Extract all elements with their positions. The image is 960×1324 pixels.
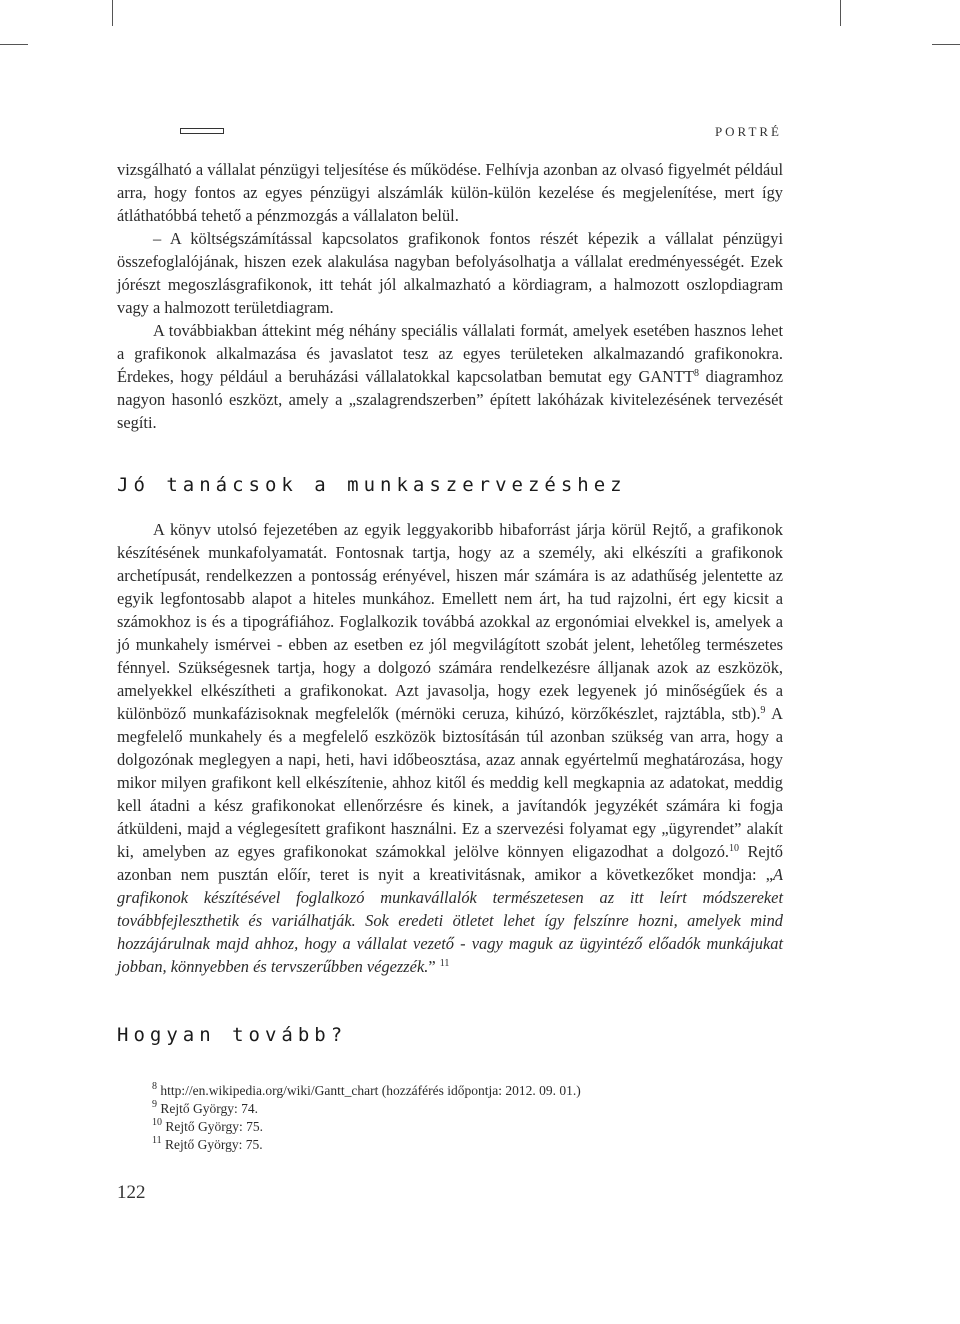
crop-mark-top-right: [840, 0, 841, 26]
paragraph: [117, 518, 783, 978]
paragraph: [117, 319, 783, 434]
paragraph-text: ”: [428, 957, 436, 976]
running-head: PORTRÉ: [714, 124, 782, 139]
body-section-2: [117, 518, 783, 978]
footnote-number: 10: [152, 1117, 162, 1128]
paragraph: vizsgálható a vállalat pénzügyi teljesítése és működése. Felhívja azonban az olvasó figyelmét például arra, hogy fontos az egyes pénzügyi alszámlák külön-külön kezelése és megjelenítése, mert így átláthatóbbá tehető a pénzmozgás a vállalaton belül.: [117, 160, 783, 225]
footnote-ref: 11: [439, 958, 450, 969]
section-heading: Hogyan tovább?: [117, 1024, 348, 1046]
paragraph-text: A könyv utolsó fejezetében az egyik leggyakoribb hibaforrást járja körül Rejtő, a grafikonok készítésének munkafolyamatát. Fontosnak tartja, hogy az a személy, aki elkészíti a grafikonok archetípusát, rendelkezzen a pontosság erényével, hiszen már számára is az adathűség jelentette az egyik legfontosabb alapot a hiteles munkához. Emellett nem árt, ha tud rajzolni, ért egy kicsit a számokhoz is és a tipográfiához. Foglalkozik továbbá azokkal az ergonómiai elvekkel is, amelyek a jó munkahely ismérvei - ebben az esetben ez jól megvilágított szobát jelent, lehetőleg természetes fénnyel. Szükségesnek tartja, hogy a dolgozó számára rendelkezésre álljanak azok az eszközök, amelyekkel elkészítheti a grafikonokat. Azt javasolja, hogy ezek legyenek jó minőségűek és a különböző munkafázisoknak megfelelők (mérnöki ceruza, kihúzó, körzőkészlet, rajztábla, stb).: [117, 520, 783, 723]
footnote: [152, 1082, 752, 1100]
crop-mark-right: [932, 44, 960, 45]
body-section-1: [117, 158, 783, 434]
header-rule: [180, 128, 224, 134]
footnote-number: 8: [152, 1081, 157, 1092]
paragraph-text: A megfelelő munkahely és a megfelelő eszközök biztosításán túl azonban szükség van arra, hogy a dolgozónak meglegyen a napi, heti, havi időbeosztása, azaz annak egyértelmű meghatározása, hogy mikor milyen grafikont kell elkészítenie, ahhoz kitől és meddig kell megkapnia az adatokat, meddig kell átadni a kész grafikonokat ellenőrzésre és kinek, a javítandók jegyzékét számára ki fogja átküldeni, majd a véglegesített grafikont használni. Ez a szervezési folyamat egy „ügyrendet” alakít ki, amelyben az egyes grafikonokat számokkal jelölve könnyen eligazodhat a dolgozó.: [117, 704, 783, 861]
footnote-ref: 10: [729, 843, 739, 854]
page-number: 122: [117, 1182, 146, 1203]
paragraph-text: Rejtő azonban nem pusztán előír, teret is nyit a kreativitásnak, amikor a következőket mondja: „: [117, 842, 784, 884]
footnotes: [152, 1082, 752, 1154]
paragraph-text: A továbbiakban áttekint még néhány speciális vállalati formát, amelyek esetében hasznos lehet a grafikonok alkalmazása és javaslatot tesz az egyes területeken alkalmazandó grafikonokra. Érdekes, hogy például a beruházási vállalatokkal kapcsolatban bemutat egy GANTT: [117, 321, 783, 386]
footnote-text: http://en.wikipedia.org/wiki/Gantt_chart (hozzáférés időpontja: 2012. 09. 01.): [160, 1083, 581, 1098]
section-heading: Jó tanácsok a munkaszervezéshez: [117, 474, 627, 496]
footnote-ref: 8: [694, 368, 700, 379]
crop-mark-left: [0, 44, 28, 45]
quote-text: A grafikonok készítésével foglalkozó munkavállalók természetesen az itt leírt módszereket továbbfejleszthetik és variálhatják. Sok eredeti ötletet lehet így felszínre hozni, amelyek mind hozzájárulnak majd ahhoz, hogy a vállalat vezető - vagy maguk az ügyintéző előadók munkájukat jobban, könnyebben és tervszerűbben végezzék.: [117, 865, 783, 976]
footnote-text: Rejtő György: 74.: [160, 1101, 258, 1116]
paragraph-text: diagramhoz nagyon hasonló eszközt, amely a „szalagrendszerben” épített lakóházak kivitelezésének tervezését segíti.: [117, 367, 783, 432]
paragraph: – A költségszámítással kapcsolatos grafikonok fontos részét képezik a vállalat pénzügyi összefoglalójának, hiszen ezek alakulása nagyban befolyásolhatja a vállalat eredményességét. Ezek jórészt megoszlásgrafikonok, itt tehát jól alkalmazható a kördiagram, a halmozott oszlopdiagram vagy a halmozott területdiagram.: [117, 229, 783, 317]
footnote-number: 9: [152, 1099, 157, 1110]
footnote: [152, 1118, 752, 1136]
footnote-text: Rejtő György: 75.: [165, 1137, 263, 1152]
crop-mark-top-left: [112, 0, 113, 26]
footnote-ref: 9: [760, 705, 766, 716]
footnote-text: Rejtő György: 75.: [165, 1119, 263, 1134]
footnote: [152, 1136, 752, 1154]
footnote: [152, 1100, 752, 1118]
footnote-number: 11: [152, 1135, 162, 1146]
